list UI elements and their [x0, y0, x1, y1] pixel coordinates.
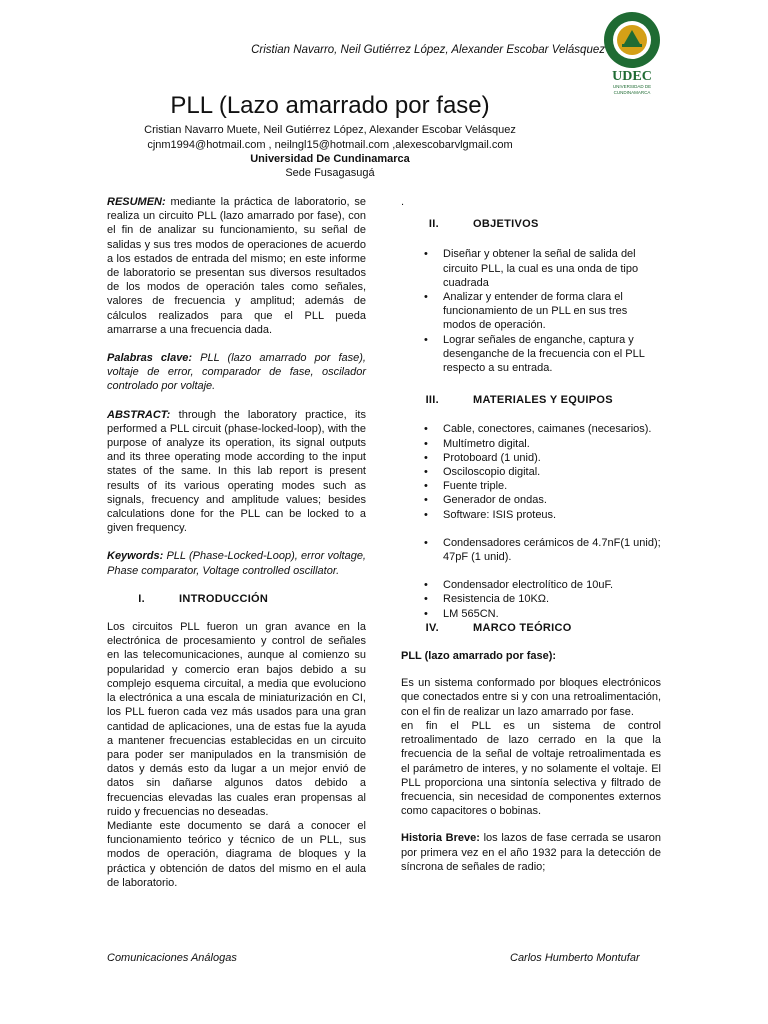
- list-item: • Osciloscopio digital.: [421, 465, 661, 479]
- list-item: • Protoboard (1 unid).: [421, 451, 661, 465]
- pll-subheading: PLL (lazo amarrado por fase):: [401, 650, 557, 663]
- intro-paragraph-1: Los circuitos PLL fueron un gran avance en la electrónica de procesamiento y control de señales en las telecomunicaciones, aunque al comienzo su popularidad y comercio eran bajos debido a su complejo esquema circuital, a media que evoluciono la electrónica a una escala de miniaturización en CI, los PLL fueron cada vez más usados para una gran cantidad de aplicaciones, una de estas fue la ayuda a mantener frecuencias establecidas en un circuito para poder ser manipulados en la transmisión de datos y demás esto da lugar a un mejor envió de datos sin dañarse algunos datos debido a frecuencias elevadas las cuales eran propensas al ruido y frecuencias no deseadas.: [107, 621, 366, 818]
- author-line: Cristian Navarro Muete, Neil Gutiérrez López, Alexander Escobar Velásquez: [144, 124, 516, 136]
- list-item: • Software: ISIS proteus.: [421, 508, 661, 522]
- list-item: • Analizar y entender de forma clara el funcionamiento de un PLL en sus tres modos de operación.: [421, 290, 661, 333]
- materiales-list-components: [421, 578, 661, 621]
- resumen-text: mediante la práctica de laboratorio, se realiza un circuito PLL (lazo amarrado por fase), con el fin de analizar su funcionamiento, su señal de salidas y sus tres modos de operaciones de acuerdo a los estados de entrada del mismo; en este informe de laboratorio se presentan sus diversos resultados de los modos de operación tales como señales, valores de frecuencia y amplitud; además de cálculos realizados para que el PLL pueda amarrarse a una frecuencia dada.: [107, 196, 366, 336]
- objetivos-list: [421, 247, 661, 375]
- palabras-clave-text: PLL (lazo amarrado por fase), voltaje de error, comparador de fase, oscilador controlado por voltaje.: [107, 352, 366, 393]
- pll-paragraph-2: en fin el PLL es un sistema de control retroalimentado de lazo cerrado en la que la frecuencia de la señal de voltaje retroalimentada es el parámetro de interes, y no solamente el voltaje. El PLL proporciona una sintonía selectiva y filtrado de frecuencia, sin necesidad de componentes externos como capacitores o bobinas.: [401, 719, 661, 818]
- section-number: IV.: [425, 621, 439, 634]
- intro-paragraph-2: Mediante este documento se dará a conocer el funcionamiento teórico y técnico de un PLL, sus modos de operación, diagrama de bloques y la práctica y obtención de datos del mismo en el aula de laboratorio.: [107, 819, 366, 889]
- list-item: • Multímetro digital.: [421, 437, 661, 451]
- section-number: I.: [138, 592, 145, 605]
- resumen-paragraph: [107, 195, 366, 337]
- pll-paragraph-1: Es un sistema conformado por bloques electrónicos que conectados entre si y con una retroalimentación, con el fin de realizar un lazo amarrado por fase.: [401, 677, 661, 718]
- udec-logo: [592, 10, 672, 96]
- section-number: II.: [428, 218, 439, 231]
- left-column: [107, 195, 366, 890]
- abstract-label: ABSTRACT:: [107, 408, 171, 421]
- section-number: III.: [425, 394, 439, 407]
- list-item: • Lograr señales de enganche, captura y desenganche de la frecuencia con el PLL respecto a su entrada.: [421, 333, 661, 376]
- materiales-list-capacitors: [421, 536, 661, 564]
- resumen-label: RESUMEN:: [107, 196, 166, 208]
- list-item: • LM 565CN.: [421, 607, 661, 621]
- list-item: • Condensador electrolítico de 10uF.: [421, 578, 661, 592]
- historia-paragraph: [401, 831, 661, 874]
- materiales-list: [421, 422, 661, 521]
- keywords-text: PLL (Phase-Locked-Loop), error voltage, Phase comparator, Voltage controlled oscillator.: [107, 550, 366, 577]
- list-item: • Diseñar y obtener la señal de salida del circuito PLL, la cual es una onda de tipo cuadrada: [421, 247, 661, 290]
- section-title: MARCO TEÓRICO: [473, 621, 572, 634]
- right-column: [401, 195, 661, 874]
- footer-author: Carlos Humberto Montufar: [510, 952, 640, 964]
- abstract-paragraph: [107, 408, 366, 536]
- keywords-label: Keywords:: [107, 550, 164, 563]
- stray-dot: .: [401, 196, 405, 208]
- university-name: Universidad De Cundinamarca: [250, 153, 410, 165]
- section-title: INTRODUCCIÓN: [179, 592, 269, 605]
- logo-subtitle-1: UNIVERSIDAD DE: [612, 84, 652, 89]
- list-item: • Generador de ondas.: [421, 493, 661, 507]
- running-header-authors: Cristian Navarro, Neil Gutiérrez López, Alexander Escobar Velásquez: [251, 44, 605, 56]
- list-item: • Cable, conectores, caimanes (necesarios).: [421, 422, 661, 436]
- palabras-clave-paragraph: [107, 351, 366, 394]
- section-heading-objetivos: [401, 217, 661, 231]
- campus-name: Sede Fusagasugá: [285, 167, 375, 179]
- list-item: • Fuente triple.: [421, 479, 661, 493]
- logo-name: UDEC: [612, 69, 652, 84]
- logo-subtitle-2: CUNDINAMARCA: [613, 90, 651, 95]
- historia-label: Historia Breve:: [401, 832, 480, 845]
- section-heading-materiales: [401, 393, 661, 407]
- palabras-clave-label: Palabras clave:: [107, 352, 193, 365]
- author-emails: cjnm1994@hotmail.com , neilngl15@hotmail.com ,alexescobarvlgmail.com: [147, 139, 513, 151]
- paper-title: PLL (Lazo amarrado por fase): [170, 92, 490, 119]
- list-item: • Resistencia de 10KΩ.: [421, 592, 661, 606]
- section-heading-introduccion: [107, 592, 366, 606]
- section-heading-marco-teorico: [401, 621, 661, 635]
- section-title: MATERIALES Y EQUIPOS: [473, 394, 613, 407]
- abstract-text: through the laboratory practice, its performed a PLL circuit (phase-locked-loop), with the purpose of analyze its operation, its signal outputs and its three operating mode according to the input states of the same. In this lab report is present results of its various operating modes such as signals, frecuency and amplitude values; besides calculations done for the PLL can be locked to a given frequency.: [107, 408, 366, 535]
- historia-text: los lazos de fase cerrada se usaron por primera vez en el año 1932 para la detección de síncrona de señales de radio;: [401, 832, 661, 873]
- list-item: • Condensadores cerámicos de 4.7nF(1 unid); 47pF (1 unid).: [421, 536, 661, 564]
- section-title: OBJETIVOS: [473, 218, 539, 231]
- footer-course: Comunicaciones Análogas: [107, 952, 237, 964]
- keywords-paragraph: [107, 549, 366, 577]
